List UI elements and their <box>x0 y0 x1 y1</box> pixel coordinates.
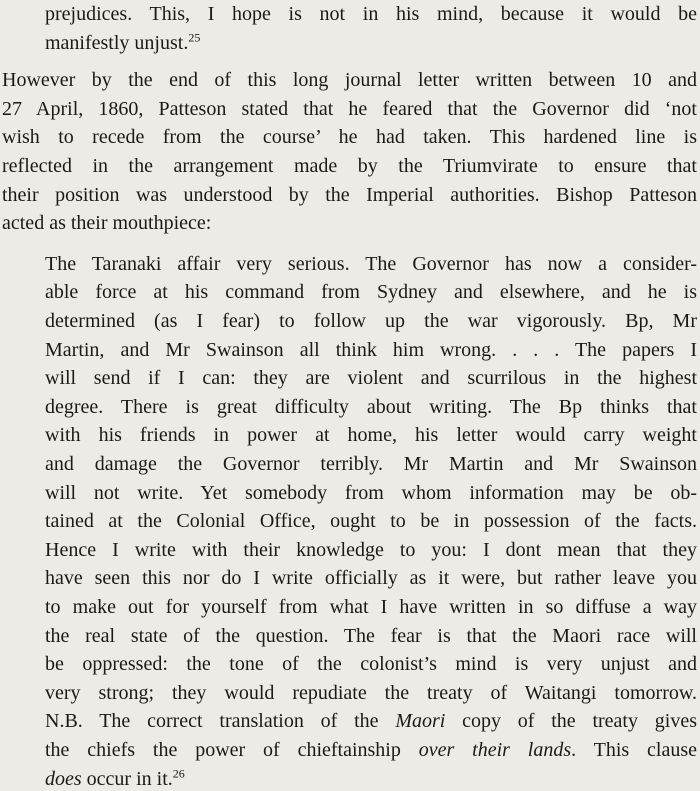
quote-line-7: with his friends in power at home, his letter would carry weight <box>45 424 697 446</box>
quote-line-3: determined (as I fear) to follow up the war vigorously. Bp, Mr <box>45 310 697 332</box>
quote-line-9: will not write. Yet somebody from whom information may be ob- <box>45 482 697 504</box>
quote-line-18-text-c: . This clause <box>571 739 697 761</box>
quote-fragment-line-1: prejudices. This, I hope is not in his mind, because it would be <box>45 3 697 25</box>
quote-fragment-line-2 <box>45 31 697 55</box>
paragraph-line-3: wish to recede from the course’ he had taken. This hardened line is <box>2 126 697 148</box>
quote-line-13: to make out for yourself from what I have written in so diffuse a way <box>45 596 697 618</box>
quote-line-2: able force at his command from Sydney and elsewhere, and he is <box>45 281 697 303</box>
quote-line-18-text-a: the chiefs the power of chieftainship <box>45 739 419 761</box>
quote-line-6: degree. There is great difficulty about writing. The Bp thinks that <box>45 396 697 418</box>
quote-line-12: have seen this nor do I write officially as it were, but rather leave you <box>45 567 697 589</box>
quote-line-10: tained at the Colonial Office, ought to be in possession of the facts. <box>45 510 697 532</box>
quote-line-1: The Taranaki affair very serious. The Governor has now a consider- <box>45 253 697 275</box>
quote-line-17-italic: Maori <box>395 710 446 732</box>
footnote-ref-25: 25 <box>188 30 201 45</box>
quote-line-4: Martin, and Mr Swainson all think him wrong. . . . The papers I <box>45 339 697 361</box>
quote-line-19-italic: does <box>45 768 82 790</box>
quote-line-15: be oppressed: the tone of the colonist’s mind is very unjust and <box>45 653 697 675</box>
paragraph-line-4: reflected in the arrangement made by the Triumvirate to ensure that <box>2 155 697 177</box>
quote-line-18 <box>45 738 697 762</box>
quote-line-5: will send if I can: they are violent and scurrilous in the highest <box>45 367 697 389</box>
quote-line-17-text-a: N.B. The correct translation of the <box>45 710 396 732</box>
quote-fragment-text: manifestly unjust. <box>45 32 189 54</box>
paragraph-line-5: their position was understood by the Imperial authorities. Bishop Patteson <box>2 184 697 206</box>
quote-line-17 <box>45 709 697 733</box>
quote-line-16: very strong; they would repudiate the treaty of Waitangi tomorrow. <box>45 682 697 704</box>
quote-line-17-text-c: copy of the treaty gives <box>445 710 697 732</box>
quote-line-14: the real state of the question. The fear is that the Maori race will <box>45 625 697 647</box>
footnote-ref-26: 26 <box>172 766 185 781</box>
paragraph-line-6: acted as their mouthpiece: <box>2 212 212 234</box>
quote-line-19 <box>45 767 697 791</box>
quote-line-18-italic: over their lands <box>418 739 572 761</box>
paragraph-line-1: However by the end of this long journal letter written between 10 and <box>2 69 697 91</box>
quote-line-8: and damage the Governor terribly. Mr Martin and Mr Swainson <box>45 453 697 475</box>
quote-line-11: Hence I write with their knowledge to you: I dont mean that they <box>45 539 697 561</box>
paragraph-line-2: 27 April, 1860, Patteson stated that he feared that the Governor did ‘not <box>2 98 697 120</box>
quote-line-19-text: occur in it. <box>81 768 173 790</box>
